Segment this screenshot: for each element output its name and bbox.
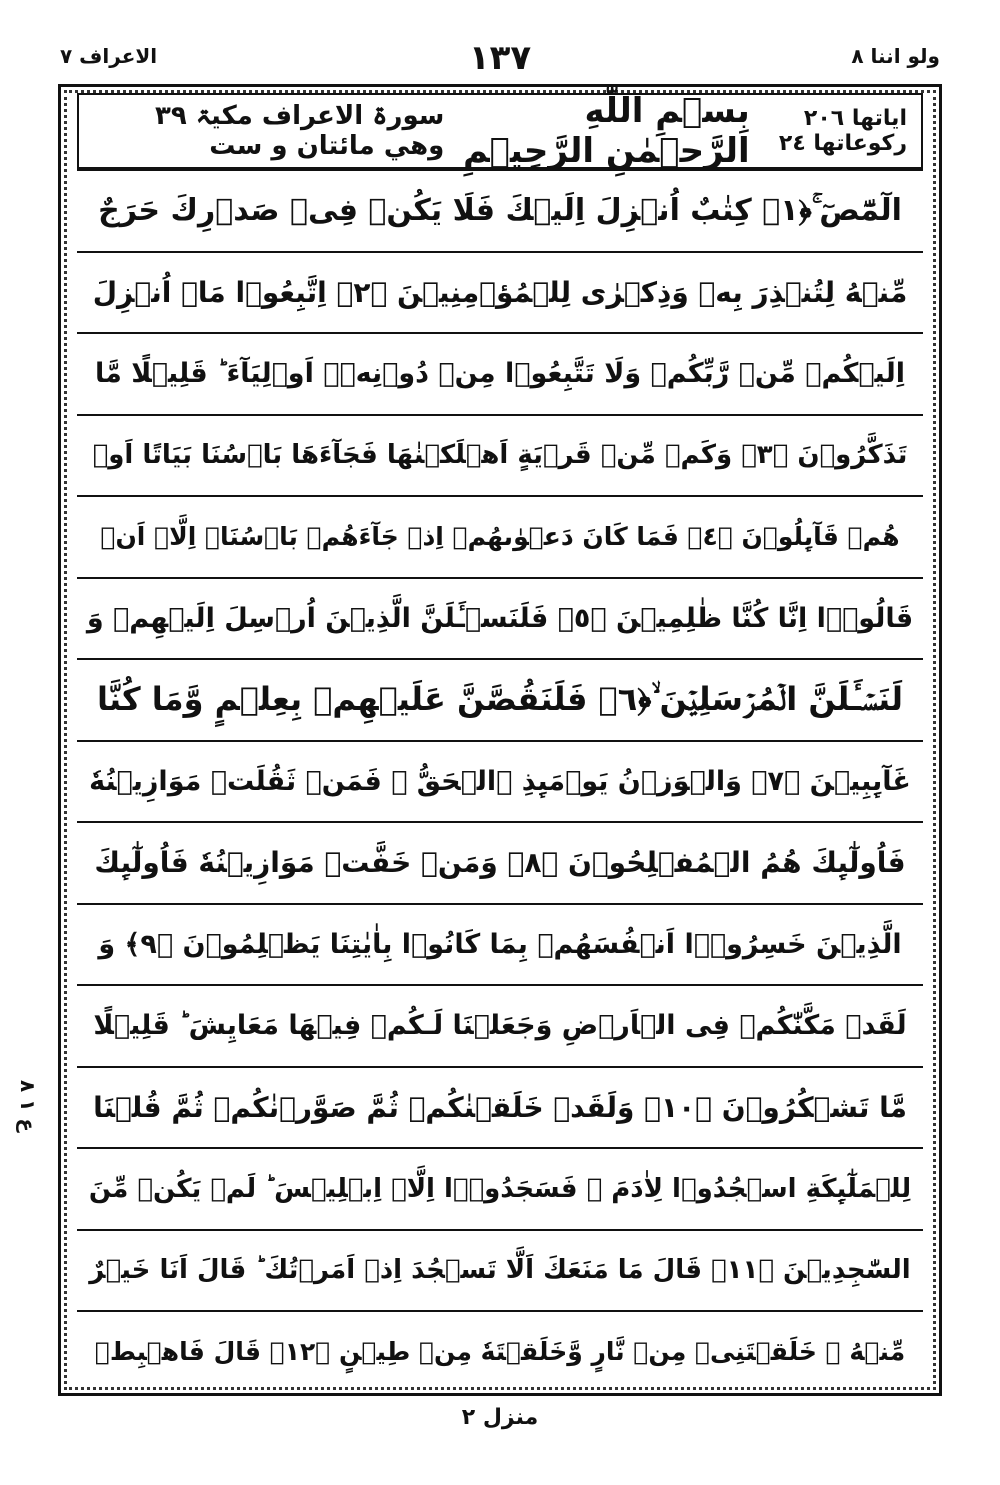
verse-line: مِّنۡهُ ۚ خَلَقۡتَنِىۡ مِنۡ نَّارٍ وَّخَلَقۡتَهٗ مِنۡ طِيۡنٍ ﴿١٢﴾ قَالَ فَاهۡبِطۡ [77,1310,923,1392]
page-number: ۱۳۷ [468,38,532,78]
page-frame [58,84,942,1396]
surah-name-header: الاعراف ٧ [60,44,158,68]
verse-line: اِلَيۡكُمۡ مِّنۡ رَّبِّكُمۡ وَلَا تَتَّبِعُوۡا مِنۡ دُوۡنِهٖۤ اَوۡلِيَآءَ ؕ قَلِيۡلًا مَّا [77,332,923,414]
verse-line: السّٰجِدِيۡنَ ﴿١١﴾ قَالَ مَا مَنَعَكَ اَلَّا تَسۡجُدَ اِذۡ اَمَرۡتُكَ ؕ قَالَ اَنَا خَيۡرٌ [77,1229,923,1311]
verse-line: لِلۡمَلٰٓٮِٕكَةِ اسۡجُدُوۡا لِاٰدَمَ ۖ فَسَجَدُوۡۤا اِلَّاۤ اِبۡلِيۡسَ ؕ لَمۡ يَكُنۡ مِّنَ [77,1147,923,1229]
surah-title-band [77,93,923,169]
verse-line: الَّذِيۡنَ خَسِرُوۡۤا اَنۡفُسَهُمۡ بِمَا كَانُوۡا بِاٰيٰتِنَا يَظۡلِمُوۡنَ ﴿٩﴾ وَ [77,903,923,985]
verse-line: لَنَسۡـَٔلَنَّ الۡمُرۡسَلِيۡنَ ۙ﴿٦﴾ فَلَنَقُصَّنَّ عَلَيۡهِمۡ بِعِلۡمٍ وَّمَا كُنَّا [77,658,923,740]
verse-line: قَالُوۡۤا اِنَّا كُنَّا ظٰلِمِيۡنَ ﴿٥﴾ فَلَنَسۡـَٔلَنَّ الَّذِيۡنَ اُرۡسِلَ اِلَيۡهِمۡ وَ [77,577,923,659]
manzil-footer: منزل ٢ [461,1405,539,1430]
verse-line: الٓمّٓصٓ ۚ﴿١﴾ كِتٰبٌ اُنۡزِلَ اِلَيۡكَ فَلَا يَكُنۡ فِىۡ صَدۡرِكَ حَرَجٌ [77,169,923,251]
verse-line: لَقَدۡ مَكَّنّٰكُمۡ فِى الۡاَرۡضِ وَجَعَلۡنَا لَـكُمۡ فِيۡهَا مَعَايِشَ ؕ قَلِيۡلًا [77,984,923,1066]
ruku-marker: ع ۱ ۸ [16,1080,40,1133]
juz-name-header: ولو اننا ٨ [851,44,940,68]
verse-line: هُمۡ قَآٮِٕلُوۡنَ ﴿٤﴾ فَمَا كَانَ دَعۡوٰٮهُمۡ اِذۡ جَآءَهُمۡ بَاۡسُنَاۤ اِلَّاۤ اَنۡ [77,495,923,577]
verse-count-label: اياتها ٢٠٦ ركوعاتها ٢٤ [778,106,907,156]
page-header [60,38,940,86]
verse-lines [77,169,923,1387]
verse-line: فَاُولٰٓٮِٕكَ هُمُ الۡمُفۡلِحُوۡنَ ﴿٨﴾ وَمَنۡ خَفَّتۡ مَوَازِيۡنُهٗ فَاُولٰٓٮِٕكَ [77,821,923,903]
verse-line: مِّنۡهُ لِتُنۡذِرَ بِهٖ وَذِكۡرٰى لِلۡمُؤۡمِنِيۡنَ ﴿٢﴾ اِتَّبِعُوۡا مَاۤ اُنۡزِلَ [77,251,923,333]
verse-line: غَآٮِٕبِيۡنَ ﴿٧﴾ وَالۡوَزۡنُ يَوۡمَٮِٕذِ ۨالۡحَقُّ ۚ فَمَنۡ ثَقُلَتۡ مَوَازِيۡنُهٗ [77,740,923,822]
verse-line: مَّا تَشۡكُرُوۡنَ ﴿١٠﴾ وَلَقَدۡ خَلَقۡنٰكُمۡ ثُمَّ صَوَّرۡنٰكُمۡ ثُمَّ قُلۡنَا [77,1066,923,1148]
bismillah: بِسۡمِ اللّٰهِ الرَّحۡمٰنِ الرَّحِيۡمِ [462,91,750,171]
surah-title: سورۃ الاعراف مکیۃ ۳۹ وهي مائتان و ست [154,101,445,161]
verse-line: تَذَكَّرُوۡنَ ﴿٣﴾ وَكَمۡ مِّنۡ قَرۡيَةٍ اَهۡلَكۡنٰهَا فَجَآءَهَا بَاۡسُنَا بَيَاتًا اَوۡ [77,414,923,496]
